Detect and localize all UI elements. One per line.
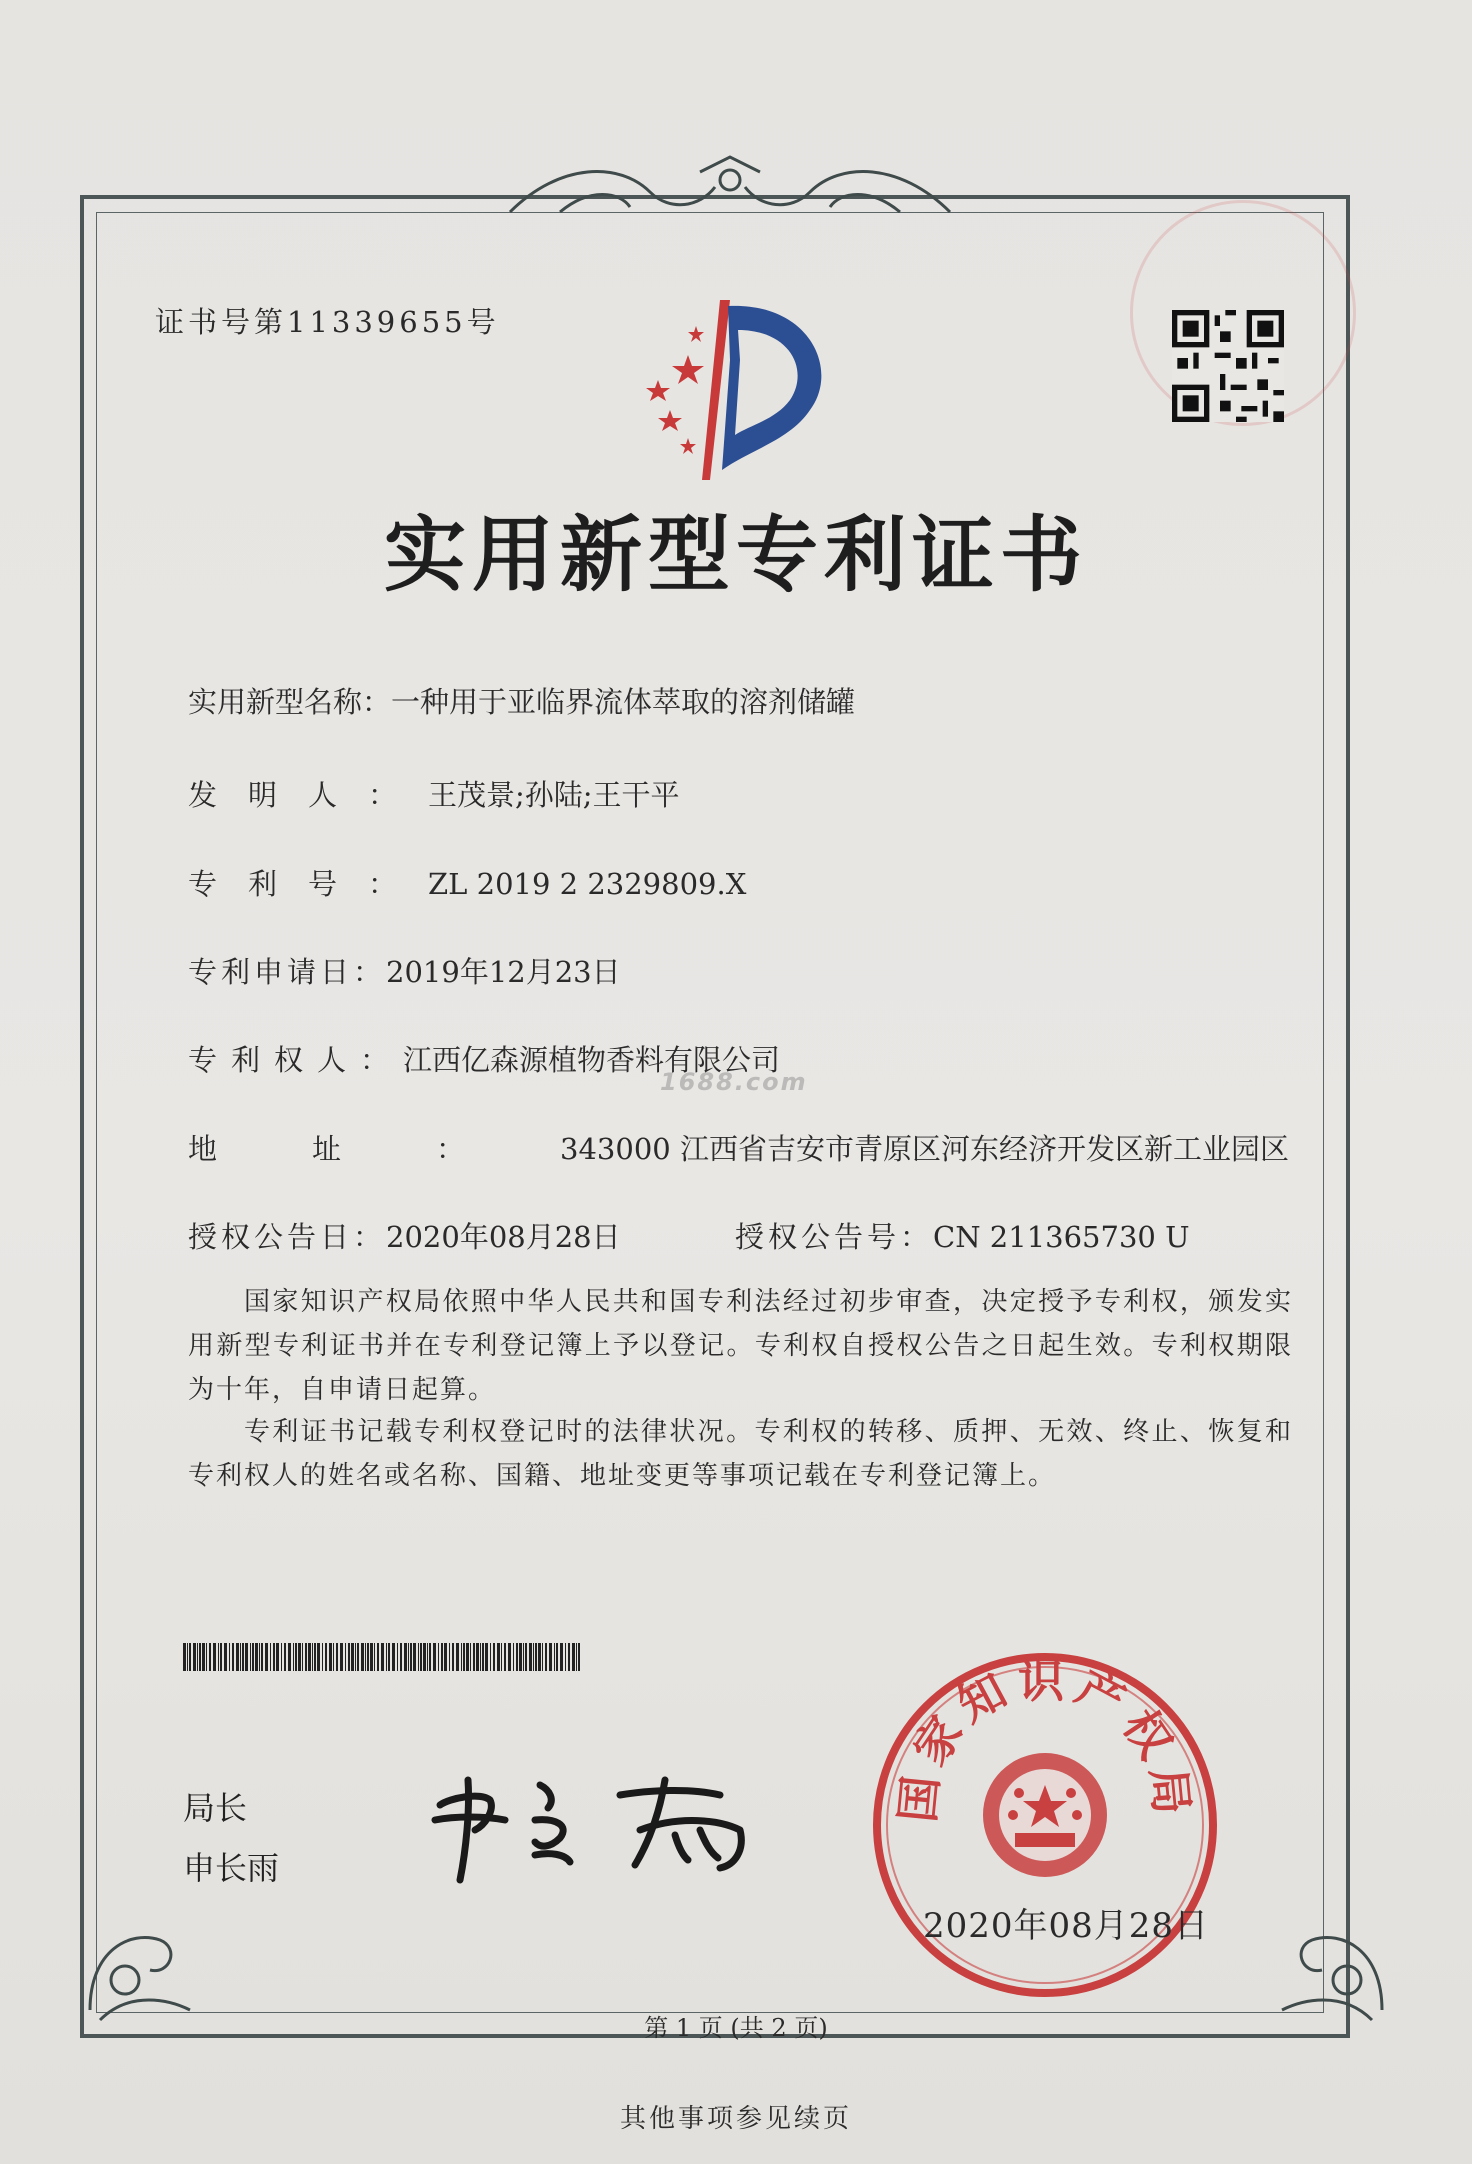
barcode-bar <box>497 1643 500 1671</box>
statement-paragraph-2: 专利证书记载专利权登记时的法律状况。专利权的转移、质押、无效、终止、恢复和专利权人的姓名或名称、国籍、地址变更等事项记载在专利登记簿上。 <box>188 1417 1293 1491</box>
barcode-bar <box>202 1643 205 1671</box>
filing-date-label: 专利申请日： <box>188 955 387 989</box>
barcode-bar <box>410 1643 412 1671</box>
barcode-bar <box>438 1643 439 1671</box>
barcode-bar <box>545 1643 547 1671</box>
patent-number <box>188 862 746 903</box>
barcode-bar <box>480 1643 481 1671</box>
barcode-bar <box>232 1643 234 1671</box>
barcode-bar <box>470 1643 471 1671</box>
name-label: 实用新型名称： <box>188 685 392 719</box>
barcode-bar <box>533 1643 534 1671</box>
barcode-bar <box>535 1643 537 1671</box>
barcode-bar <box>255 1643 258 1671</box>
barcode-bar <box>466 1643 469 1671</box>
barcode-bar <box>529 1643 532 1671</box>
barcode-bar <box>305 1643 307 1671</box>
director-name: 申长雨 <box>183 1849 280 1887</box>
barcode-bar <box>397 1643 398 1671</box>
barcode-bar <box>355 1643 356 1671</box>
barcode-bar <box>476 1643 479 1671</box>
barcode-bar <box>404 1643 407 1671</box>
grant-date <box>188 1215 621 1256</box>
barcode-bar <box>199 1643 201 1671</box>
barcode-bar <box>229 1643 230 1671</box>
barcode-bar <box>242 1643 244 1671</box>
barcode-bar <box>444 1643 447 1671</box>
barcode-bar <box>513 1643 514 1671</box>
patentee-value: 江西亿森源植物香料有限公司 <box>403 1043 781 1077</box>
barcode-bar <box>433 1643 436 1671</box>
utility-model-name <box>188 680 855 721</box>
barcode-bar <box>482 1643 484 1671</box>
barcode-bar <box>388 1643 390 1671</box>
barcode-bar <box>293 1643 294 1671</box>
barcode-bar <box>370 1643 373 1671</box>
barcode-bar <box>322 1643 323 1671</box>
barcode-bar <box>197 1643 198 1671</box>
barcode-bar <box>565 1643 566 1671</box>
barcode-bar <box>357 1643 359 1671</box>
barcode-bar <box>381 1643 384 1671</box>
barcode-bar <box>456 1643 459 1671</box>
barcode-bar <box>220 1643 222 1671</box>
barcode-bar <box>418 1643 419 1671</box>
barcode-bar <box>408 1643 409 1671</box>
patent-no-value: ZL 2019 2 2329809.X <box>428 867 747 901</box>
barcode-bar <box>504 1643 506 1671</box>
barcode-bar <box>284 1643 286 1671</box>
barcode-bar <box>224 1643 227 1671</box>
barcode-bar <box>508 1643 511 1671</box>
patent-no-label: 专利号： <box>188 867 429 901</box>
barcode-bar <box>386 1643 387 1671</box>
barcode-bar <box>351 1643 354 1671</box>
grant-date-value: 2020年08月28日 <box>386 1220 621 1254</box>
grant-no-value: CN 211365730 U <box>933 1220 1190 1254</box>
continuation-note: 其他事项参见续页 <box>619 2104 852 2134</box>
barcode-bar <box>452 1643 454 1671</box>
grant-date-label: 授权公告日： <box>188 1220 387 1254</box>
barcode-bar <box>276 1643 279 1671</box>
barcode-bar <box>259 1643 260 1671</box>
barcode-bar <box>473 1643 475 1671</box>
barcode-bar <box>250 1643 251 1671</box>
barcode-bar <box>549 1643 552 1671</box>
barcode-bar <box>374 1643 375 1671</box>
handwritten-signature <box>420 1750 760 1890</box>
address <box>188 1127 1289 1168</box>
address-value: 343000 江西省吉安市青原区河东经济开发区新工业园区 <box>560 1132 1289 1166</box>
barcode-bar <box>578 1643 580 1671</box>
barcode-bar <box>245 1643 248 1671</box>
grant-number <box>735 1215 1190 1256</box>
barcode-bar <box>218 1643 219 1671</box>
barcode-bar <box>519 1643 522 1671</box>
barcode-bar <box>365 1643 366 1671</box>
statement-paragraph-1: 国家知识产权局依照中华人民共和国专利法经过初步审查，决定授予专利权，颁发实用新型专利证书并在专利登记簿上予以登记。专利权自授权公告之日起生效。专利权期限为十年，自申请日起算。 <box>188 1287 1293 1405</box>
barcode-bar <box>461 1643 462 1671</box>
inventor-label: 发明人： <box>188 778 429 812</box>
barcode <box>183 1643 583 1671</box>
barcode-bar <box>572 1643 575 1671</box>
barcode-bar <box>312 1643 313 1671</box>
page-indicator: 第 1 页 (共 2 页) <box>644 2014 828 2042</box>
barcode-bar <box>187 1643 188 1671</box>
barcode-bar <box>213 1643 216 1671</box>
barcode-bar <box>265 1643 268 1671</box>
barcode-bar <box>427 1643 428 1671</box>
barcode-bar <box>317 1643 320 1671</box>
barcode-bar <box>538 1643 541 1671</box>
barcode-bar <box>209 1643 211 1671</box>
barcode-bar <box>333 1643 334 1671</box>
inventor <box>188 773 680 814</box>
barcode-bar <box>441 1643 443 1671</box>
barcode-bar <box>361 1643 364 1671</box>
barcode-bar <box>377 1643 379 1671</box>
barcode-bar <box>463 1643 465 1671</box>
page-title: 实用新型专利证书 <box>383 508 1088 603</box>
director-block <box>183 1778 279 1898</box>
barcode-bar <box>348 1643 350 1671</box>
inventor-value: 王茂景;孙陆;王干平 <box>428 778 680 812</box>
barcode-bar <box>485 1643 488 1671</box>
barcode-bar <box>189 1643 191 1671</box>
barcode-bar <box>281 1643 282 1671</box>
barcode-bar <box>288 1643 291 1671</box>
barcode-bar <box>340 1643 343 1671</box>
barcode-bar <box>295 1643 297 1671</box>
barcode-bar <box>252 1643 254 1671</box>
barcode-bar <box>490 1643 491 1671</box>
barcode-bar <box>336 1643 338 1671</box>
grant-no-label: 授权公告号： <box>735 1220 934 1254</box>
certificate-number: 证书号第11339655号 <box>155 305 500 339</box>
official-seal <box>870 1650 1220 2000</box>
filing-date-value: 2019年12月23日 <box>386 955 621 989</box>
barcode-bar <box>501 1643 502 1671</box>
barcode-bar <box>314 1643 316 1671</box>
barcode-bar <box>392 1643 395 1671</box>
address-label: 地址： <box>188 1132 561 1166</box>
barcode-bar <box>183 1643 186 1671</box>
barcode-bar <box>523 1643 524 1671</box>
cnipa-logo <box>610 300 840 480</box>
barcode-bar <box>325 1643 327 1671</box>
barcode-bar <box>542 1643 543 1671</box>
top-ornament <box>500 152 960 232</box>
seal-date: 2020年08月28日 <box>923 1906 1210 1946</box>
filing-date <box>188 950 621 991</box>
barcode-bar <box>413 1643 416 1671</box>
patentee-label: 专利权人： <box>188 1043 404 1077</box>
barcode-bar <box>236 1643 239 1671</box>
name-value: 一种用于亚临界流体萃取的溶剂储罐 <box>391 685 856 719</box>
barcode-bar <box>329 1643 332 1671</box>
barcode-bar <box>273 1643 275 1671</box>
barcode-bar <box>308 1643 311 1671</box>
barcode-bar <box>449 1643 450 1671</box>
barcode-bar <box>206 1643 207 1671</box>
barcode-bar <box>554 1643 555 1671</box>
barcode-bar <box>516 1643 518 1671</box>
watermark: 1688.com <box>660 1068 808 1096</box>
barcode-bar <box>298 1643 301 1671</box>
barcode-bar <box>429 1643 431 1671</box>
barcode-bar <box>525 1643 527 1671</box>
barcode-bar <box>423 1643 426 1671</box>
director-title: 局长 <box>183 1789 248 1827</box>
barcode-bar <box>367 1643 369 1671</box>
barcode-bar <box>560 1643 563 1671</box>
seal-text: 国家知识产权局 <box>890 1654 1200 1825</box>
barcode-bar <box>420 1643 422 1671</box>
barcode-bar <box>576 1643 577 1671</box>
barcode-bar <box>302 1643 303 1671</box>
barcode-bar <box>345 1643 346 1671</box>
barcode-bar <box>568 1643 570 1671</box>
barcode-bar <box>193 1643 196 1671</box>
barcode-bar <box>556 1643 558 1671</box>
barcode-bar <box>493 1643 495 1671</box>
barcode-bar <box>261 1643 263 1671</box>
barcode-bar <box>400 1643 402 1671</box>
qr-code <box>1172 310 1284 422</box>
barcode-bar <box>240 1643 241 1671</box>
barcode-bar <box>270 1643 271 1671</box>
